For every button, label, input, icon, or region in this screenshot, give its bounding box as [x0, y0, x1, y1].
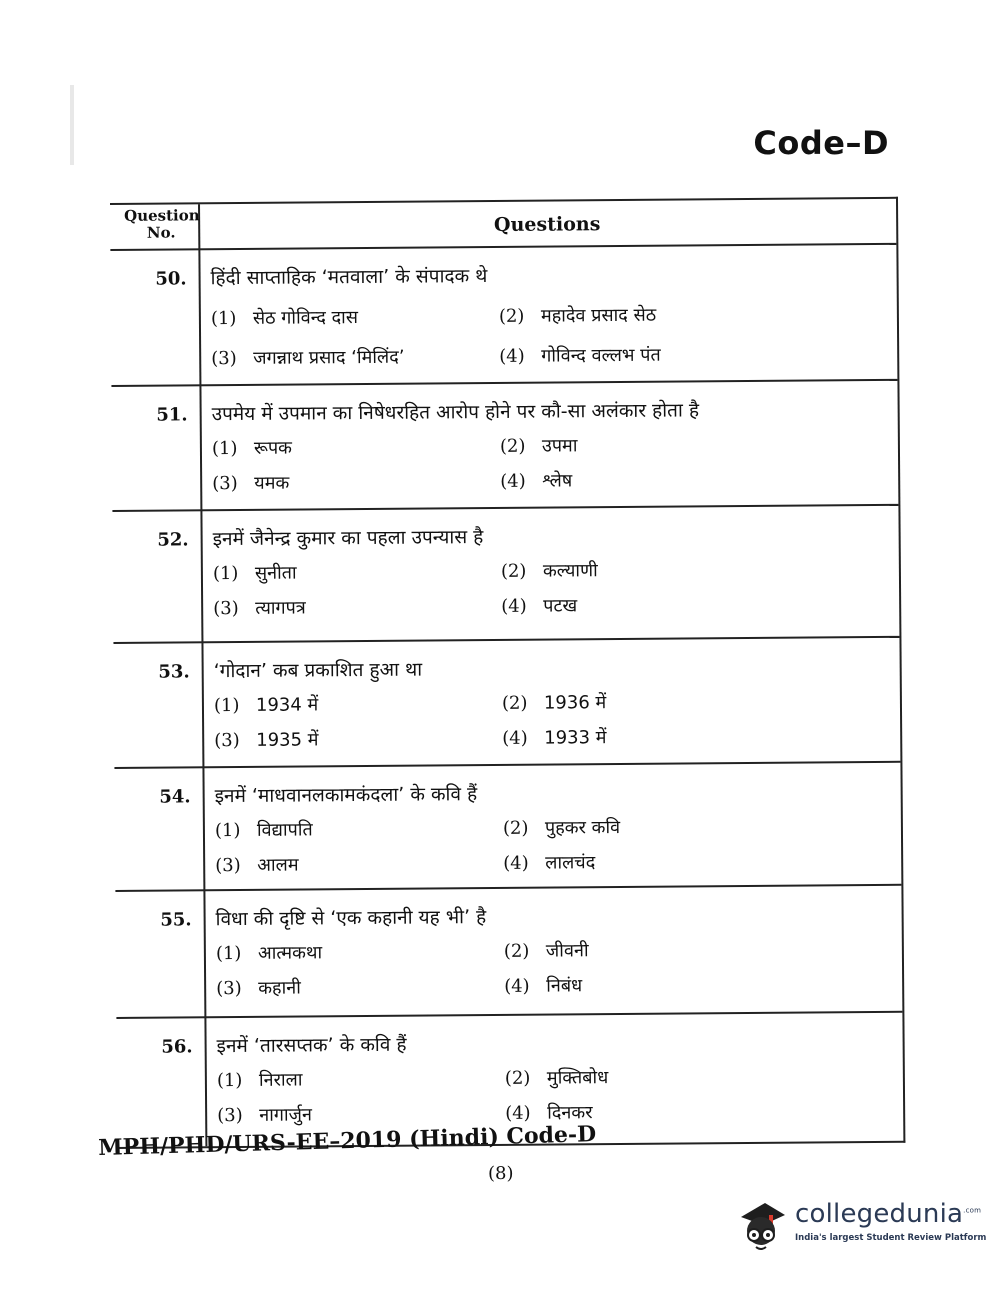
page-number: (8): [488, 1163, 514, 1184]
option-1: [211, 305, 358, 330]
option-2: [502, 690, 606, 715]
option-1: [216, 940, 322, 965]
option-number: (4): [505, 1102, 531, 1124]
question-text: हिंदी साप्ताहिक ‘मतवाला’ के संपादक थे: [210, 265, 488, 290]
option-text: रूपक: [253, 437, 293, 459]
question-number: 56.: [161, 1036, 193, 1058]
option-4: [500, 468, 572, 493]
option-2: [504, 938, 589, 963]
option-2: [501, 558, 598, 583]
option-3: [212, 471, 289, 496]
option-1: [212, 436, 292, 461]
option-3: [216, 976, 301, 1001]
option-2: [500, 433, 578, 458]
header-question-number: Question No.: [124, 206, 200, 242]
option-text: निबंध: [546, 975, 583, 997]
option-number: (4): [502, 727, 528, 749]
mascot-icon: [735, 1195, 793, 1255]
question-text: इनमें जैनेन्द्र कुमार का पहला उपन्यास है: [212, 526, 484, 551]
option-1: [217, 1068, 303, 1093]
option-number: (1): [216, 1069, 243, 1092]
option-number: (1): [211, 438, 238, 460]
option-text: निराला: [258, 1069, 303, 1091]
option-4: [499, 343, 661, 368]
question-row: [114, 761, 901, 892]
option-text: गोविन्द वल्लभ पंत: [541, 344, 661, 367]
option-text: मुक्तिबोध: [546, 1067, 609, 1089]
option-text: त्यागपत्र: [255, 597, 306, 619]
option-2: [505, 1065, 609, 1090]
option-text: आत्मकथा: [257, 942, 323, 964]
option-number: (4): [503, 852, 529, 874]
option-text: कल्याणी: [542, 560, 598, 582]
scan-mark: [70, 85, 74, 165]
option-number: (4): [501, 595, 527, 617]
question-table: [110, 197, 905, 1149]
option-number: (4): [499, 345, 525, 367]
question-number: 52.: [157, 529, 189, 551]
question-text: इनमें ‘तारसप्तक’ के कवि हैं: [216, 1033, 407, 1058]
option-text: 1934 में: [255, 694, 319, 716]
option-text: नागार्जुन: [259, 1104, 313, 1126]
option-3: [211, 345, 404, 371]
question-row: [115, 884, 902, 1019]
footer-code: MPH/PHD/URS-EE–2019 (Hindi) Code-D: [98, 1121, 597, 1161]
option-3: [214, 727, 318, 752]
question-row: [112, 504, 899, 644]
question-number: 50.: [155, 268, 187, 290]
option-text: आलम: [257, 854, 299, 876]
option-number: (3): [212, 473, 238, 495]
option-number: (1): [212, 563, 239, 585]
logo-name: [795, 1199, 981, 1229]
option-text: महादेव प्रसाद सेठ: [540, 304, 657, 327]
option-1: [213, 561, 297, 586]
option-number: (2): [502, 817, 529, 839]
question-text: इनमें ‘माधवानलकामकंदला’ के कवि हैं: [214, 783, 478, 808]
question-text: ‘गोदान’ कब प्रकाशित हुआ था: [213, 658, 423, 683]
option-number: (1): [210, 308, 237, 330]
question-number: 51.: [156, 404, 188, 426]
option-text: उपमा: [541, 435, 578, 457]
option-1: [215, 817, 313, 842]
option-2: [499, 303, 656, 328]
option-text: पटख: [543, 595, 578, 617]
option-3: [217, 1102, 312, 1127]
option-text: विद्यापति: [256, 819, 313, 841]
option-text: सेठ गोविन्द दास: [252, 307, 359, 329]
option-text: श्लेष: [542, 470, 573, 492]
header-questions: Questions: [493, 213, 601, 236]
option-4: [501, 593, 577, 618]
option-4: [502, 725, 606, 750]
question-row: [113, 636, 900, 769]
option-number: (3): [216, 977, 242, 1000]
logo-tagline: India's largest Student Review Platform: [795, 1233, 987, 1243]
option-text: यमक: [254, 472, 290, 494]
option-number: (2): [500, 560, 527, 582]
option-text: सुनीता: [254, 562, 297, 584]
question-text: विधा की दृष्टि से ‘एक कहानी यह भी’ है: [215, 906, 487, 931]
option-3: [213, 595, 306, 620]
option-number: (3): [211, 348, 237, 370]
option-text: पुहकर कवि: [544, 817, 621, 839]
option-number: (1): [215, 942, 242, 965]
option-3: [215, 853, 299, 878]
option-number: (4): [504, 975, 530, 997]
option-2: [503, 815, 620, 840]
option-text: दिनकर: [547, 1102, 593, 1124]
option-1: [214, 692, 318, 717]
option-number: (4): [500, 470, 526, 492]
option-4: [503, 850, 595, 875]
option-text: 1936 में: [543, 692, 607, 714]
option-text: लालचंद: [545, 852, 596, 874]
option-text: जगन्नाथ प्रसाद ‘मिलिंद’: [253, 346, 405, 369]
option-text: 1935 में: [256, 729, 319, 751]
option-number: (3): [214, 729, 240, 752]
option-number: (2): [504, 1067, 531, 1089]
option-number: (1): [214, 819, 241, 842]
option-text: जीवनी: [545, 940, 589, 962]
option-number: (2): [501, 692, 528, 714]
option-number: (3): [215, 854, 241, 877]
option-text: कहानी: [258, 977, 301, 999]
logo-wordmark: collegedunia: [795, 1199, 964, 1229]
question-text: उपमेय में उपमान का निषेधरहित आरोप होने पर कौ-सा अलंकार होता है: [211, 399, 700, 426]
option-4: [504, 973, 582, 998]
option-number: (1): [213, 694, 240, 717]
option-number: (2): [498, 305, 525, 327]
logo-suffix: .com: [963, 1206, 982, 1215]
code-label: Code–D: [753, 124, 889, 162]
question-row: [110, 243, 897, 387]
option-text: 1933 में: [544, 727, 607, 749]
question-row: [111, 379, 898, 512]
option-number: (2): [499, 435, 526, 457]
option-number: (3): [217, 1104, 243, 1127]
collegedunia-logo: [735, 1195, 987, 1255]
question-number: 54.: [159, 786, 191, 808]
option-number: (3): [213, 598, 239, 620]
question-number: 55.: [160, 909, 192, 931]
question-number: 53.: [158, 661, 190, 683]
option-number: (2): [503, 940, 530, 962]
